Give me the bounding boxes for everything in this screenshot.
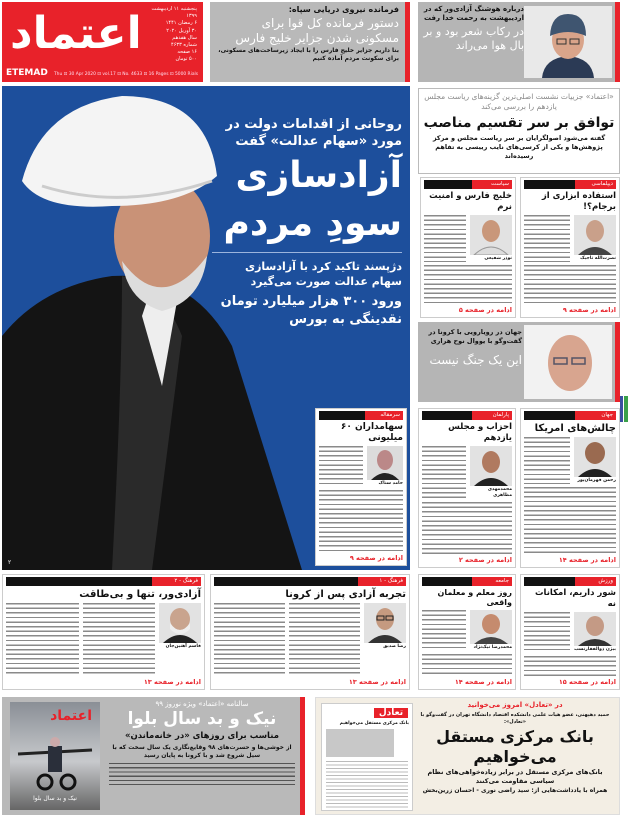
- diplomacy-article[interactable]: [520, 177, 620, 318]
- author-name: رضا صدیق: [383, 644, 406, 649]
- masthead: [2, 2, 203, 82]
- contributors-text: [109, 763, 295, 785]
- author-name: محمدمهدی مظاهری: [487, 487, 512, 498]
- promo-sub: بانک‌های مرکزی مستقل در برابر زیاده‌خواهی‌های نظام سیاسی مقاومت می‌کنند: [427, 768, 603, 785]
- article-headline: روز معلم و معلمان واقعی: [437, 588, 512, 607]
- body-text: [424, 265, 512, 304]
- story-kicker: «اعتماد» جزییات نشست اصلی‌ترین گزینه‌های ریاست مجلس یازدهم را بررسی می‌کند: [424, 92, 614, 111]
- section-label: سیاست: [472, 180, 512, 189]
- cover-logo: اعتماد: [50, 708, 92, 724]
- promo-kicker: سالنامه «اعتماد» ویژه نوروز ۹۹: [155, 700, 249, 708]
- section-label: جهان: [575, 411, 616, 420]
- promo-headline: نیک و بد سال بلوا: [127, 709, 277, 729]
- portrait-photo: [524, 6, 612, 78]
- article-headline: آزادی‌ور، تنها و بی‌طاقت: [79, 589, 201, 600]
- body-text: [422, 502, 512, 554]
- section-bar: [424, 180, 512, 189]
- color-bar-decoration: [620, 396, 628, 422]
- yearbook-cover: [10, 702, 100, 810]
- promo-kicker: در «تعادل» امروز می‌خوانید: [467, 701, 563, 709]
- body-text: [524, 215, 570, 262]
- parliament-article[interactable]: [418, 408, 516, 568]
- mini-headline: بانک مرکزی مستقل می‌خواهیم: [339, 721, 409, 726]
- lead-headline-2: سودِ مردم: [223, 203, 402, 244]
- author-photo: [470, 215, 512, 255]
- continued-link[interactable]: ادامه در صفحه ۹: [349, 554, 403, 562]
- date-persian: پنجشنبه ۱۱ اردیبهشت ۱۳۹۹: [151, 6, 197, 20]
- issue-meta-latin: Thu ⊡ 30 Apr 2020 ⊡ vol.17 ⊡ No. 4633 ⊡ 16 Pages ⊡ 5000 Rials: [54, 72, 199, 77]
- story-headline: توافق بر سر تقسیم مناصب: [423, 115, 615, 131]
- continued-link[interactable]: ادامه در صفحه ۱۳: [143, 678, 201, 686]
- body-text: [422, 446, 466, 499]
- sport-article[interactable]: [520, 574, 620, 690]
- date-hijri: ۶ رمضان ۱۴۴۱: [165, 20, 197, 27]
- article-headline: شور داریم، امکانات نه: [535, 588, 616, 609]
- author-name: حامد سناک: [378, 481, 403, 486]
- politics-article[interactable]: [420, 177, 516, 318]
- story-sub: بنا داریم جزایر خلیج فارس را با ایجاد زیرساخت‌های مسکونی، برای سکونت مردم آماده کنیم: [218, 47, 399, 62]
- article-headline: سهامداران ۶۰ میلیونی: [340, 422, 403, 443]
- section-label: فرهنگ - ۱: [358, 577, 406, 586]
- story-headline: در رکاب شعر بود و بر بال هوا می‌راند: [423, 25, 524, 52]
- section-bar: [422, 411, 512, 420]
- culture-2-article[interactable]: [2, 574, 205, 690]
- author-photo: [574, 215, 616, 255]
- body-text: [319, 490, 403, 552]
- divider: [212, 252, 402, 253]
- section-label: فرهنگ - ۲: [152, 577, 201, 586]
- lead-kicker: روحانی از اقدامات دولت در مورد «سهام عدالت» گفت: [225, 117, 402, 149]
- body-text: [83, 603, 156, 676]
- section-bar: [6, 577, 201, 586]
- promo-desc: از خوشی‌ها و حسرت‌های ۹۸ وقایع‌نگاری یک سال سخت که با سیل شروع شد و با کرونا به پایان رسید: [112, 744, 292, 759]
- author-photo: [367, 446, 403, 480]
- section-label: ورزش: [575, 577, 616, 586]
- author-name: نصرت‌الله تاجیک: [580, 256, 616, 261]
- section-bar: [422, 577, 512, 586]
- continued-link[interactable]: ادامه در صفحه ۹: [562, 306, 616, 314]
- author-photo: [574, 612, 616, 646]
- section-label: جامعه: [472, 577, 513, 586]
- taadol-front-page-thumbnail: [321, 703, 413, 811]
- parliament-lead-story[interactable]: [418, 88, 620, 174]
- section-bar: [319, 411, 403, 420]
- section-bar: [524, 411, 616, 420]
- story-kicker: جهان در رویارویی با کرونا در گفت‌وگو با یووال نوح هراری: [428, 328, 522, 345]
- author-photo: [364, 603, 406, 643]
- issue-info: [141, 6, 197, 64]
- body-text: [422, 610, 466, 651]
- body-text: [6, 603, 79, 676]
- lead-headline-1: آزادسازی: [235, 155, 402, 196]
- body-text: [424, 215, 466, 262]
- article-headline: تجربه آزادی پس از کرونا: [285, 589, 406, 600]
- lead-sub-1: دژپسند تاکید کرد با آزادسازی سهام عدالت صورت می‌گیرد: [245, 260, 402, 288]
- yearbook-promo[interactable]: [2, 697, 305, 815]
- azadivar-story[interactable]: [418, 2, 620, 82]
- author-name: محمدرضا نیک‌نژاد: [473, 645, 512, 650]
- section-label: پارلمان: [472, 411, 513, 420]
- section-label: دیپلماسی: [575, 180, 616, 189]
- author-name: نوذر شفیعی: [484, 256, 512, 261]
- article-headline: استفاده ابزاری از برجام؟!: [541, 191, 616, 212]
- author-name: بیژن ذوالفقارنسب: [574, 647, 616, 652]
- story-kicker: درباره هوشنگ آزادی‌ور که در اردیبهشت به رحمت خدا رفت: [423, 5, 524, 22]
- world-article[interactable]: [520, 408, 620, 568]
- section-label: سرمقاله: [365, 411, 403, 420]
- issue-number: شماره ۴۶۳۳: [171, 42, 197, 49]
- author-photo: [470, 446, 512, 486]
- newspaper-logo: اعتماد: [10, 8, 142, 59]
- date-gregorian: ۳۰ آوریل ۲۰۲۰: [166, 27, 197, 34]
- promo-intro: حمید دهپهنی، عضو هیات علمی دانشکده اقتصاد دانشگاه تهران در گفت‌وگو با «تعادل»:: [420, 712, 610, 725]
- cover-title: نیک و بد سال بلوا: [33, 795, 77, 802]
- taadol-promo[interactable]: [315, 697, 620, 815]
- logo-latin: ETEMAD: [6, 68, 48, 78]
- body-text: [524, 487, 616, 554]
- story-headline: این یک جنگ نیست: [429, 353, 522, 367]
- article-headline: خلیج فارس و امنیت نرم: [429, 191, 512, 212]
- story-kicker: فرمانده نیروی دریایی سپاه:: [288, 5, 399, 14]
- continued-link[interactable]: ادامه در صفحه ۵: [458, 306, 512, 314]
- navy-commander-story[interactable]: [210, 2, 410, 82]
- mini-logo: تعادل: [374, 708, 408, 718]
- article-headline: چالش‌های امریکا: [534, 423, 616, 434]
- promo-footer: همراه با یادداشت‌هایی از: سید راضی نوری - احسان زرین‌بخش: [422, 787, 608, 794]
- continued-link[interactable]: ادامه در صفحه ۱۳: [348, 678, 406, 686]
- author-photo: [159, 603, 201, 643]
- page-ref: ۲: [8, 559, 12, 566]
- body-text: [524, 656, 616, 676]
- continued-link[interactable]: ادامه در صفحه ۱۵: [558, 678, 616, 686]
- continued-link[interactable]: ادامه در صفحه ۱۴: [454, 678, 512, 686]
- harari-photo: [524, 325, 612, 399]
- author-photo: [470, 610, 512, 644]
- section-bar: [214, 577, 406, 586]
- page-count: ۱۶ صفحه: [177, 49, 197, 56]
- author-name: رحمن قهرمان‌پور: [577, 478, 616, 483]
- body-text: [319, 446, 363, 487]
- price: ۵۰۰ تومان: [175, 56, 197, 63]
- section-bar: [524, 180, 616, 189]
- body-text: [524, 612, 570, 653]
- story-headline: دستور فرمانده کل قوا برای مسکونی شدن جزایر خلیج فارس: [235, 16, 399, 45]
- story-sub: گفته می‌شود اصولگرایان بر سر ریاست مجلس و مرکز پژوهش‌ها و یکی از کرسی‌های نایب رییسی به تفاهم رسیده‌اند: [432, 134, 606, 160]
- promo-headline: بانک مرکزی مستقل می‌خواهیم: [436, 727, 594, 766]
- article-headline: احزاب و مجلس یازدهم: [448, 422, 512, 443]
- section-bar: [524, 577, 616, 586]
- harari-interview[interactable]: [418, 322, 620, 402]
- author-photo: [574, 437, 616, 477]
- editorial-article[interactable]: [315, 408, 407, 566]
- body-text: [422, 654, 512, 676]
- author-name: قاسم آهنین‌جان: [165, 644, 201, 649]
- promo-sub: مناسب برای روزهای «در خانه‌ماندن»: [125, 731, 279, 741]
- culture-1-article[interactable]: [210, 574, 410, 690]
- body-text: [214, 603, 285, 676]
- lead-sub-2: ورود ۳۰۰ هزار میلیارد تومان نقدینگی به بورس: [220, 294, 402, 327]
- continued-link[interactable]: ادامه در صفحه ۱۴: [558, 556, 616, 564]
- society-article[interactable]: [418, 574, 516, 690]
- body-text: [524, 437, 570, 484]
- volume: سال هفدهم: [172, 34, 197, 41]
- body-text: [524, 265, 616, 304]
- body-text: [289, 603, 360, 676]
- continued-link[interactable]: ادامه در صفحه ۲: [458, 556, 512, 564]
